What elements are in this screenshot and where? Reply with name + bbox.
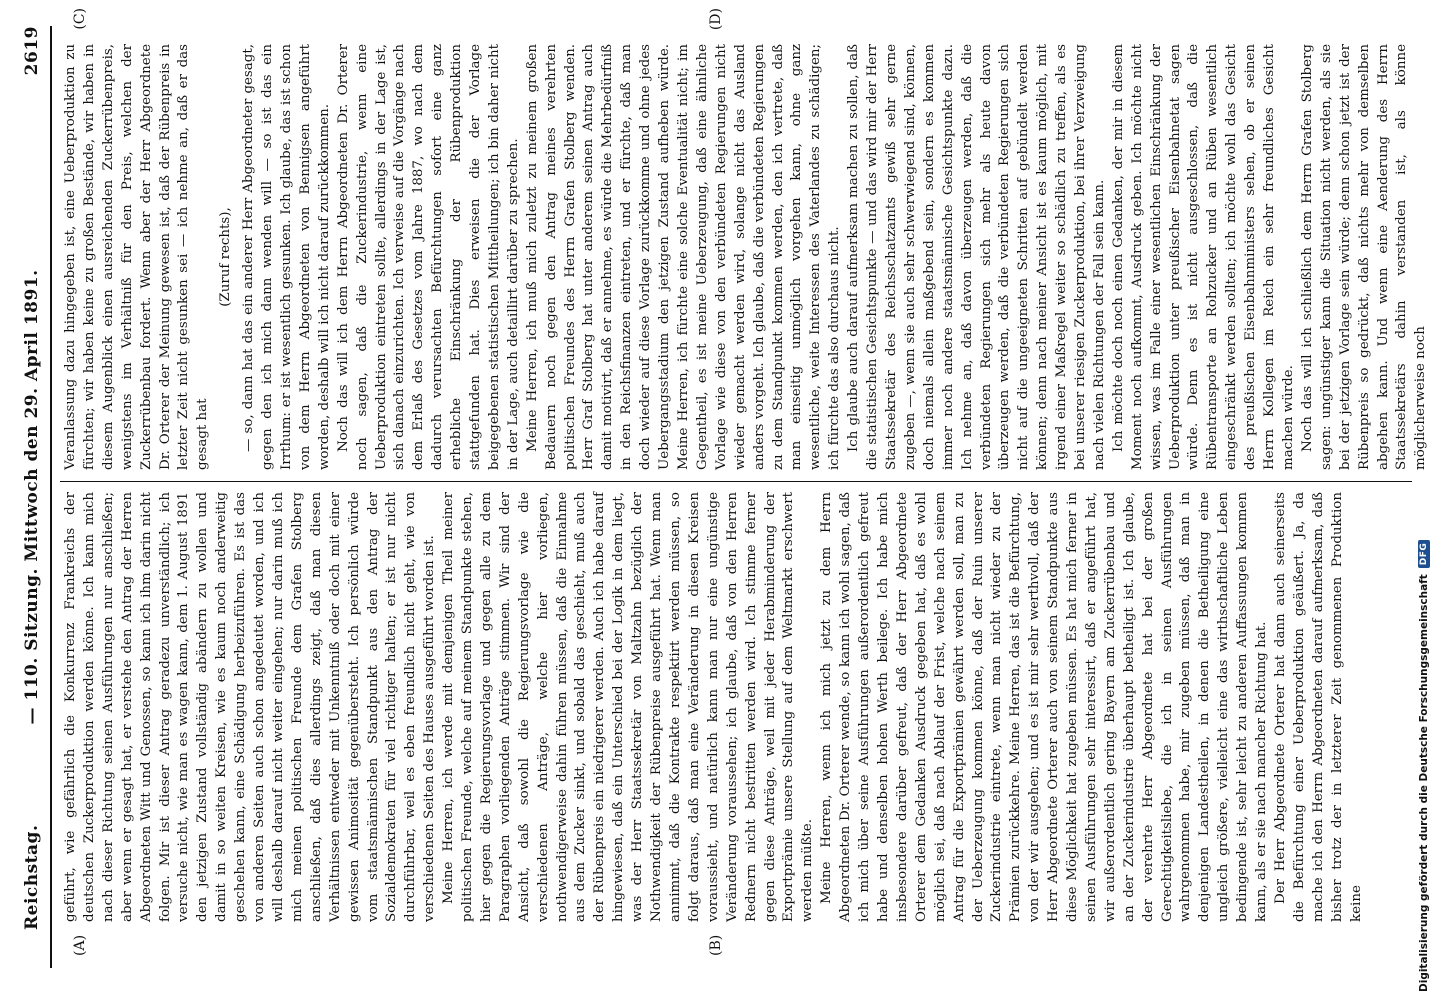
header-publication: Reichstag. <box>22 824 42 930</box>
margin-marker-a: (A) <box>72 934 88 956</box>
header-page-number: 2619 <box>22 26 42 76</box>
header-session-date: — 110. Sitzung. Mittwoch den 29. April 1891. <box>22 269 42 725</box>
paragraph: Ich glaube auch darauf aufmerksam machen zu sollen, daß die statistischen Gesichtspunkte — und das wird mir der Herr Staatssekretär des Reichsschatzamts gewiß sehr gerne zugeben —, wenn sie auch sehr schwerwiegend sind, können, doch niemals allein maßgebend sein, sondern es kommen immer noch andere staatsmännische Gesichtspunkte dazu. Ich nehme an, daß davon überzeugen werden, daß die verbündeten Regierungen sich mehr als heute davon überzeugen werden, daß die verbündeten Regierungen sich nicht auf die ungeeigneten Schritten auf gebündelt werden können; denn nach meiner Ansicht ist es kaum möglich, mit irgend einer Maßregel weiter so schädlich zu treffen, als es bei unserer riesigen Zuckerproduktion, bei ihrer Verzweigung nach vielen Richtungen der Fall sein kann. <box>846 44 1107 470</box>
paragraph: Ich möchte doch noch einen Gedanken, der mir in diesem Moment noch aufkommt, Ausdruck geben. Ich möchte nicht wissen, was im Falle einer wesentlichen Einschränkung der Ueberproduktion unter preußischer Eisenbahnetat sagen würde. Denn es ist nicht ausgeschlossen, daß die Rübentransporte an Rohzucker und an Rüben wesentlich eingeschränkt werden sollten; ich möchte wohl das Gesicht des preußischen Eisenbahnministers sehen, ob er seinen Herrn Kollegen im Reich ein sehr freundliches Gesicht machen würde. <box>1110 44 1296 470</box>
margin-marker-d: (D) <box>708 8 724 31</box>
column-divider <box>60 481 1412 482</box>
paragraph: Veranlassung dazu hingegeben ist, eine Ueberproduktion zu fürchten; wir haben keine zu großen Bestände, wir haben in diesem Augenblick einen ausreichenden Zuckerrübenpreis, wenigstens im Verhältniß für den Preis, welchen der Zuckerrübenbau fordert. Wenn aber der Herr Abgeordnete Dr. Orterer der Meinung gewesen ist, daß der Rübenpreis in letzter Zeit nicht gesunken sei — ich nehme an, daß er das gesagt hat <box>63 44 211 470</box>
paragraph: — so, dann hat das ein anderer Herr Abgeordneter gesagt, gegen den ich mich dann wenden will — so ist das ein Irrthum: er ist wesentlich gesunken. Ich glaube, das ist schon von dem Herrn Abgeordneten von Bennigsen angeführt worden, deshalb will ich nicht darauf zurückkommen. <box>241 44 332 470</box>
interjection: (Zuruf rechts), <box>218 207 234 307</box>
dfg-logo-icon: DFG <box>1418 540 1430 569</box>
paragraph: Noch das will ich dem Herrn Abgeordneten Dr. Orterer noch sagen, daß die Zuckerindustrie, wenn eine Ueberproduktion eintreten sollte, allerdings in der Lage ist, sich danach einzurichten. Ich verweise auf die Vorgänge nach dem Erlaß des Gesetzes vom Jahre 1887, wo nach dem dadurch verursachten Befürchtungen sofort eine ganz erhebliche Einschränkung der Rübenproduktion stattgefunden hat. Dies erweisen die der Vorlage beigegebenen statistischen Mittheilungen; ich bin daher nicht in der Lage, auch detaillirt darüber zu sprechen. <box>335 44 521 470</box>
paragraph: Noch das will ich schließlich dem Herrn Grafen Stolberg sagen: ungünstiger kann die Situation nicht werden, als sie bei der jetzigen Vorlage sein würde; denn schon jetzt ist der Rübenpreis so gedrückt, daß nichts mehr von demselben abgehen kann. Und wenn eine Aenderung des Herrn Staatssekretärs dahin verstanden ist, als könne möglicherweise noch <box>1299 44 1429 470</box>
margin-marker-b: (B) <box>708 934 724 956</box>
header-rule <box>50 26 52 968</box>
paragraph: geführt, wie gefährlich die Konkurrenz Frankreichs der deutschen Zuckerproduktion werden könne. Ich kann mich nach dieser Richtung seinen Ausführungen nur anschließen; aber wenn er gesagt hat, er verstehe den Antrag der Herren Abgeordneten Witt und Genossen, so kann ich ihm darin nicht folgen. Mir ist dieser Antrag geradezu unverständlich; ich versuche nicht, wie man es wagen kann, dem 1. August 1891 den jetzigen Zustand vollständig abändern zu wollen und damit in so weiten Kreisen, wie es kaum noch anderweitig geschehen kann, eine Schädigung herbeizuführen. Es ist das von anderen Seiten auch schon angedeutet worden, und ich will deshalb darauf nicht weiter eingehen; nur darin muß ich mich meinen politischen Freunde dem Grafen Stolberg anschließen, daß dies allerdings zeigt, daß man diesen Verhältnissen entweder mit Unkenntniß oder doch mit einer gewissen Animosität gegenübersteht. Ich persönlich würde vom staatsmännischen Standpunkt aus den Antrag der Sozialdemokraten für viel richtiger halten; er ist nur nicht durchführbar, weil es eben freundlich nicht geht, wie von verschiedenen Seiten des Hauses ausgeführt worden ist. <box>63 492 438 922</box>
paragraph: Der Herr Abgeordnete Orterer hat dann auch seinerseits die Befürchtung einer Ueberproduktion geäußert. Ja, da mache ich den Herrn Abgeordneten darauf aufmerksam, daß bisher trotz der in letzterer Zeit genommenen Produktion keine <box>1273 492 1364 922</box>
digitization-credit <box>1418 540 1430 992</box>
paragraph: Meine Herren, ich werde mit demjenigen Theil meiner politischen Freunde, welche auf meinem Standpunkte stehen, hier gegen die Regierungsvorlage und gegen alle zu dem Paragraphen vorliegenden Anträge stimmen. Wir sind der Ansicht, daß sowohl die Regierungsvorlage wie die verschiedenen Anträge, welche hier vorliegen, nothwendigerweise dahin führen müssen, daß die Einnahme aus dem Zucker sinkt, und sobald das geschieht, muß auch der Rübenpreis ein niedrigerer werden. Auch ich habe darauf hingewiesen, daß ein Unterschied bei der Logik in dem liegt, was der Herr Staatssekretär von Maltzahn bezüglich der Nothwendigkeit der Rübenpreise ausgeführt hat. Wenn man annimmt, daß die Kontrakte respektirt werden müssen, so folgt daraus, daß man eine Veränderung in diesen Kreisen voraussieht, und natürlich kann man nur eine ungünstige Veränderung voraussehen; ich glaube, daß von den Herren Rednern nicht bestritten werden wird. Ich stimme ferner gegen diese Anträge, weil mit jeder Herabminderung der Exportprämie unsere Stellung auf dem Weltmarkt erschwert werden müßte. <box>441 492 816 922</box>
right-text-column <box>62 44 1429 470</box>
credit-text: Digitalisierung gefördert durch die Deutsche Forschungsgemeinschaft <box>1418 574 1430 992</box>
margin-marker-c: (C) <box>72 8 88 30</box>
left-text-column <box>62 492 1410 922</box>
paragraph: Meine Herren, wenn ich mich jetzt zu dem Herrn Abgeordneten Dr. Orterer wende, so kann ich wohl sagen, daß ich mich über seine Ausführungen außerordentlich gefreut habe und denselben hohen Werth beilege. Ich habe mich insbesondere darüber gefreut, daß der Herr Abgeordnete Orterer dem Gedanken Ausdruck gegeben hat, daß es wohl möglich sei, daß nach Ablauf der Frist, welche nach seinem Antrag für die Exportprämien gewährt werden soll, man zu der Ueberzeugung kommen könne, daß der Ruin unserer Zuckerindustrie eintrete, wenn man nicht wieder zu der Prämien zurückkehre. Meine Herren, das ist die Befürchtung, von der wir ausgehen; und es ist mir sehr werthvoll, daß der Herr Abgeordnete Orterer auch von seinem Standpunkte aus diese Möglichkeit hat zugeben müssen. Es hat mich ferner in seinen Ausführungen sehr interessirt, daß er angeführt hat, wir außerordentlich gering Bayern am Zuckerrübenbau und an der Zuckerindustrie überhaupt betheiligt ist. Ich glaube, der verehrte Herr Abgeordnete hat bei der großen Gerechtigkeitsliebe, die ich in seinen Ausführungen wahrgenommen habe, mir zugeben müssen, daß man in denjenigen Landestheilen, in denen die Betheiligung eine ungleich größere, vielleicht eine das wirthschaftliche Leben bedingende ist, sehr leicht zu anderen Auffassungen kommen kann, als er sie nach mancher Richtung hat. <box>819 492 1270 922</box>
page-header <box>22 26 48 968</box>
paragraph: Meine Herren, ich muß mich zuletzt zu meinem großen Bedauern noch gegen den Antrag meines verehrten politischen Freundes des Herrn Grafen Stolberg wenden. Herr Graf Stolberg hat unter anderem seinen Antrag auch damit motivirt, daß er annehme, es würde die Mehrbedürfniß in den Reichsfinanzen eintreten, und er fürchte, daß man doch wieder auf diese Vorlage zurückkomme und ohne jedes Uebergangsstadium den jetzigen Zustand aufheben würde. Meine Herren, ich fürchte eine solche Eventualität nicht; im Gegentheil, es ist meine Ueberzeugung, daß eine ähnliche Vorlage wie diese von den verbündeten Regierungen nicht wieder gemacht werden wird, solange nicht das Ausland anders vorgeht. Ich glaube, daß die verbündeten Regierungen zu dem Standpunkt kommen werden, den ich vertrete, daß man einseitig unmöglich vorgehen kann, ohne ganz wesentliche, weite Interessen des Vaterlandes zu schädigen; ich fürchte das also durchaus nicht. <box>524 44 843 470</box>
